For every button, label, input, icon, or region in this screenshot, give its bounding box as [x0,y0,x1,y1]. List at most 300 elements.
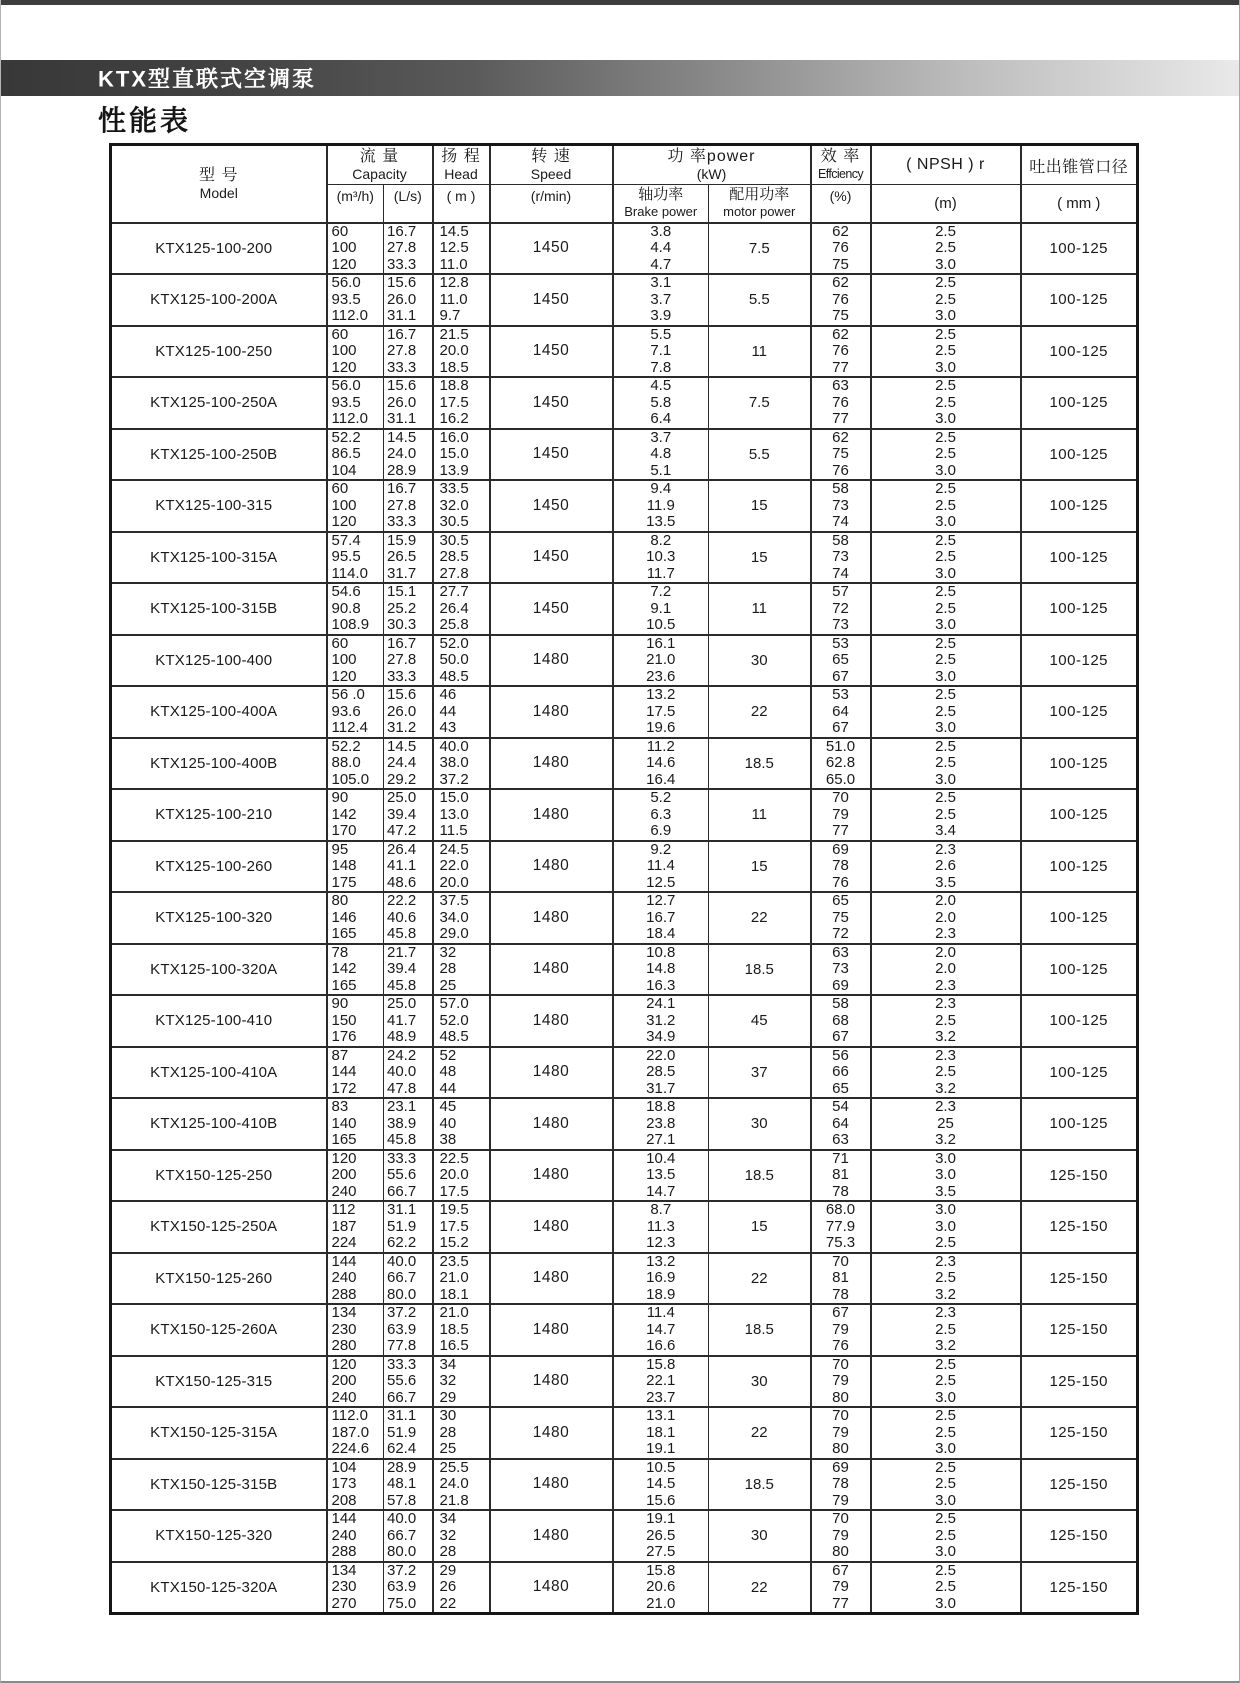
cell-line: 104 [331,1458,357,1476]
cell-model: KTX125-100-315B [111,583,327,635]
cell-line: 48.6 [387,873,417,891]
cell-line: 79 [832,1491,849,1509]
cell-line: 34 [439,1510,457,1527]
cell-line: 144 [331,1252,357,1270]
cell-line: 65 [832,651,849,668]
cell-line: 80.0 [387,1285,417,1303]
cell-outlet-diameter: 125-150 [1021,1201,1138,1253]
cell-line: 2.5 [935,1510,956,1527]
cell-brake-power [613,377,709,429]
cell-motor-power: 30 [709,1356,811,1408]
cell-line: 57.4 [331,531,361,549]
cell-line: 14.6 [646,754,676,771]
cell-npsh [871,1459,1021,1511]
cell-capacity-m3h [327,1201,384,1253]
cell-line: 2.5 [935,651,956,668]
cell-line: 29.2 [387,770,417,788]
cell-line: 81 [832,1269,849,1286]
table-row [111,686,1138,738]
cell-efficiency [811,1253,871,1305]
cell-outlet-diameter: 100-125 [1021,377,1138,429]
cell-line: 34.9 [646,1028,676,1045]
cell-line: 230 [331,1320,357,1338]
cell-line: 26.0 [387,702,417,720]
cell-head [433,789,490,841]
cell-npsh [871,274,1021,326]
cell-head [433,326,490,378]
cell-line: 3.7 [650,428,672,446]
cell-efficiency [811,944,871,996]
cell-motor-power: 22 [709,686,811,738]
cell-line: 58 [832,995,849,1012]
cell-line: 16.4 [646,770,676,788]
cell-line: 3.0 [935,358,956,376]
cell-line: 134 [331,1561,357,1579]
cell-line: 15.9 [387,531,417,549]
cell-head [433,635,490,687]
cell-line: 2.5 [935,239,956,256]
cell-line: 52.2 [331,737,361,755]
header-efficiency [811,145,871,185]
cell-line: 81 [832,1166,849,1183]
cell-line: 21.5 [439,325,469,343]
cell-model: KTX125-100-210 [111,789,327,841]
cell-line: 65.0 [825,770,856,788]
cell-capacity-m3h [327,583,384,635]
cell-line: 47.8 [387,1079,417,1097]
cell-model: KTX125-100-315A [111,532,327,584]
cell-line: 2.5 [935,599,956,617]
page-title: KTX型直联式空调泵 [98,66,317,92]
cell-line: 22.5 [439,1149,469,1167]
cell-brake-power [613,1407,709,1459]
cell-line: 8.2 [650,531,672,549]
cell-line: 86.5 [331,445,361,462]
cell-outlet-diameter: 125-150 [1021,1150,1138,1202]
cell-line: 187 [331,1217,357,1235]
cell-capacity-m3h [327,1098,384,1150]
cell-motor-power: 22 [709,1562,811,1614]
cell-line: 60 [331,325,349,343]
table-row [111,429,1138,481]
cell-line: 63 [832,943,849,961]
cell-capacity-m3h [327,1150,384,1202]
cell-npsh [871,1253,1021,1305]
cell-line: 40 [439,1114,457,1132]
cell-line: 15.8 [646,1561,676,1579]
cell-head [433,1356,490,1408]
cell-line: 52.2 [331,428,361,446]
cell-line: 79 [832,1526,849,1544]
cell-line: 24.5 [439,840,469,858]
cell-line: 18.8 [646,1098,676,1115]
cell-line: 45 [439,1098,457,1115]
cell-line: 3.7 [650,290,672,308]
cell-line: 2.5 [935,737,956,755]
cell-capacity-m3h [327,429,384,481]
cell-capacity-m3h [327,1253,384,1305]
cell-line: 150 [331,1011,357,1029]
table-body [111,223,1138,1614]
cell-capacity-ls [384,635,433,687]
cell-npsh [871,326,1021,378]
cell-line: 48 [439,1063,457,1080]
cell-npsh [871,1098,1021,1150]
cell-outlet-diameter: 125-150 [1021,1510,1138,1562]
cell-line: 14.5 [387,737,417,755]
cell-line: 2.5 [935,290,956,308]
cell-line: 11.9 [646,496,675,514]
cell-line: 2.5 [935,789,956,806]
cell-line: 25.2 [387,599,417,617]
cell-line: 3.2 [935,1285,956,1303]
cell-line: 120 [331,1149,357,1167]
cell-npsh [871,1510,1021,1562]
cell-line: 3.0 [935,719,956,736]
cell-efficiency [811,583,871,635]
cell-brake-power [613,1510,709,1562]
cell-speed: 1480 [490,841,613,893]
cell-speed: 1480 [490,1098,613,1150]
cell-line: 2.0 [935,943,956,961]
cell-line: 20.0 [439,342,469,359]
cell-npsh [871,1150,1021,1202]
table-row [111,1459,1138,1511]
cell-line: 76 [832,239,849,256]
cell-line: 200 [331,1372,357,1389]
cell-line: 2.5 [935,1561,956,1579]
header-power [613,145,811,185]
cell-line: 3.0 [935,1440,956,1457]
cell-line: 16.7 [646,908,676,926]
cell-line: 30.3 [387,616,417,633]
cell-line: 60 [331,634,349,652]
cell-line: 74 [832,513,849,530]
cell-line: 72 [832,599,849,617]
cell-motor-power: 30 [709,635,811,687]
cell-line: 2.5 [935,393,956,411]
cell-npsh [871,532,1021,584]
cell-line: 18.8 [439,377,469,394]
cell-brake-power [613,429,709,481]
cell-line: 28.5 [439,548,469,565]
cell-npsh [871,583,1021,635]
cell-line: 24.0 [387,445,417,462]
table-row [111,1407,1138,1459]
cell-line: 31.2 [387,719,417,736]
cell-line: 208 [331,1491,357,1509]
cell-line: 23.5 [439,1252,469,1270]
cell-line: 108.9 [331,616,370,633]
cell-line: 87 [331,1046,349,1064]
cell-line: 2.5 [935,1475,956,1492]
cell-line: 100 [331,651,357,668]
cell-line: 74 [832,564,849,582]
cell-line: 3.0 [935,513,956,530]
cell-brake-power [613,1304,709,1356]
cell-line: 3.2 [935,1131,956,1148]
cell-line: 2.5 [935,445,956,462]
cell-brake-power [613,274,709,326]
cell-line: 14.5 [439,222,469,240]
cell-line: 76 [832,393,849,411]
cell-line: 41.7 [387,1011,417,1029]
cell-line: 39.4 [387,960,417,977]
cell-line: 64 [832,1114,849,1132]
cell-line: 60 [331,480,349,497]
cell-line: 2.5 [935,1458,956,1476]
cell-line: 3.0 [935,307,956,324]
cell-line: 40.0 [387,1510,417,1527]
cell-line: 5.8 [650,393,672,411]
performance-table [109,143,1139,1615]
header-speed-en: Speed [530,166,572,182]
cell-speed: 1480 [490,1407,613,1459]
header-outlet [1021,145,1138,185]
cell-head [433,583,490,635]
cell-speed: 1480 [490,686,613,738]
cell-line: 2.5 [935,531,956,549]
cell-capacity-m3h [327,1047,384,1099]
cell-line: 12.5 [646,873,676,891]
cell-line: 46 [439,686,457,703]
cell-line: 55.6 [387,1166,417,1183]
cell-line: 32 [439,1526,457,1544]
cell-line: 25.8 [439,616,469,633]
cell-line: 165 [331,976,357,994]
cell-line: 67 [832,1561,849,1579]
cell-line: 51.0 [825,737,856,755]
cell-line: 33.3 [387,1355,417,1373]
cell-line: 144 [331,1063,357,1080]
cell-line: 114.0 [331,564,368,582]
cell-efficiency [811,480,871,532]
cell-line: 4.8 [650,445,672,462]
cell-line: 37.2 [387,1304,417,1321]
cell-line: 95.5 [331,548,361,565]
cell-line: 28.5 [646,1063,676,1080]
cell-capacity-ls [384,223,433,275]
cell-line: 63.9 [387,1578,417,1595]
cell-line: 15.0 [439,789,469,806]
cell-line: 2.3 [935,1304,956,1321]
cell-capacity-ls [384,1459,433,1511]
cell-line: 22.1 [646,1372,676,1389]
cell-line: 2.0 [935,960,956,977]
cell-line: 3.0 [935,461,956,479]
cell-line: 38.9 [387,1114,417,1132]
cell-outlet-diameter: 100-125 [1021,223,1138,275]
cell-line: 2.5 [935,1234,956,1251]
cell-capacity-ls [384,274,433,326]
table-row [111,274,1138,326]
cell-outlet-diameter: 100-125 [1021,1047,1138,1099]
table-row [111,841,1138,893]
cell-capacity-ls [384,738,433,790]
cell-line: 64 [832,702,849,720]
cell-line: 26.4 [387,840,417,858]
cell-model: KTX150-125-260A [111,1304,327,1356]
cell-line: 23.6 [646,667,676,685]
cell-model: KTX150-125-250A [111,1201,327,1253]
cell-line: 31.7 [387,564,417,582]
cell-line: 66 [832,1063,849,1080]
cell-line: 78 [331,943,349,961]
cell-line: 165 [331,1131,357,1148]
cell-line: 33.3 [387,513,417,530]
cell-line: 50.0 [439,651,469,668]
cell-brake-power [613,1253,709,1305]
table-row [111,1253,1138,1305]
header-unit-m3h: (m³/h) [327,185,384,223]
cell-line: 54 [832,1098,849,1115]
cell-brake-power [613,944,709,996]
table-row [111,532,1138,584]
cell-line: 7.2 [650,583,672,600]
cell-line: 13.5 [646,1166,676,1183]
cell-line: 5.1 [650,461,672,479]
cell-outlet-diameter: 100-125 [1021,274,1138,326]
cell-capacity-m3h [327,274,384,326]
cell-line: 11.0 [439,255,468,273]
cell-outlet-diameter: 125-150 [1021,1304,1138,1356]
cell-head [433,841,490,893]
cell-line: 69 [832,840,849,858]
cell-model: KTX125-100-250 [111,326,327,378]
table-row [111,1562,1138,1614]
table-row [111,1201,1138,1253]
cell-line: 27.7 [439,583,469,600]
cell-efficiency [811,1510,871,1562]
cell-capacity-ls [384,1150,433,1202]
cell-line: 93.6 [331,702,361,720]
cell-speed: 1480 [490,892,613,944]
cell-line: 11.3 [646,1217,675,1235]
cell-line: 23.7 [646,1388,676,1406]
cell-motor-power: 22 [709,1253,811,1305]
cell-efficiency [811,1150,871,1202]
cell-line: 57.8 [387,1491,417,1509]
cell-capacity-m3h [327,635,384,687]
cell-line: 37.5 [439,892,469,909]
cell-line: 15.6 [646,1491,676,1509]
cell-head [433,429,490,481]
cell-capacity-ls [384,1098,433,1150]
header-unit-head: ( m ) [433,185,490,223]
cell-speed: 1450 [490,480,613,532]
cell-line: 33.3 [387,255,417,273]
cell-efficiency [811,686,871,738]
cell-head [433,223,490,275]
cell-motor-power: 18.5 [709,1304,811,1356]
cell-capacity-ls [384,789,433,841]
cell-line: 26.5 [646,1526,676,1544]
cell-head [433,480,490,532]
cell-motor-power: 7.5 [709,377,811,429]
cell-line: 3.8 [650,222,672,240]
cell-capacity-m3h [327,1407,384,1459]
cell-line: 79 [832,1423,849,1441]
cell-brake-power [613,326,709,378]
cell-npsh [871,995,1021,1047]
cell-line: 56.0 [331,274,361,291]
cell-line: 40.0 [439,737,469,755]
cell-line: 80 [832,1388,849,1406]
cell-line: 48.5 [439,667,469,685]
cell-outlet-diameter: 100-125 [1021,1098,1138,1150]
cell-line: 7.8 [650,358,672,376]
cell-motor-power: 11 [709,789,811,841]
cell-line: 20.0 [439,873,469,891]
cell-capacity-m3h [327,1510,384,1562]
cell-line: 38 [439,1131,457,1148]
section-title: 性能表 [98,105,192,136]
cell-line: 77 [832,358,849,376]
cell-line: 75 [832,307,849,324]
cell-line: 176 [331,1028,357,1045]
table-row [111,583,1138,635]
cell-head [433,1562,490,1614]
cell-line: 31.1 [387,1201,417,1218]
cell-capacity-m3h [327,1304,384,1356]
cell-line: 165 [331,925,357,942]
table-row [111,377,1138,429]
cell-head [433,1304,490,1356]
cell-line: 15.6 [387,274,417,291]
cell-line: 80 [832,1543,849,1560]
cell-line: 69 [832,1458,849,1476]
cell-line: 62 [832,428,849,446]
cell-line: 54.6 [331,583,361,600]
cell-line: 3.0 [935,667,956,685]
cell-motor-power: 30 [709,1098,811,1150]
header-unit-npsh: (m) [871,185,1021,223]
cell-line: 76 [832,342,849,359]
cell-line: 73 [832,548,849,565]
cell-capacity-ls [384,1510,433,1562]
cell-line: 22.2 [387,892,417,909]
cell-line: 34.0 [439,908,469,926]
cell-capacity-m3h [327,1459,384,1511]
cell-line: 26.0 [387,393,417,411]
cell-head [433,1201,490,1253]
header-npsh-label: ( NPSH ) r [906,156,985,173]
cell-line: 112.0 [331,1407,368,1424]
cell-line: 62 [832,274,849,291]
cell-outlet-diameter: 100-125 [1021,789,1138,841]
cell-line: 172 [331,1079,357,1097]
cell-line: 104 [331,461,357,479]
cell-line: 58 [832,531,849,549]
cell-model: KTX125-100-320A [111,944,327,996]
cell-motor-power: 5.5 [709,429,811,481]
cell-line: 27.8 [387,342,417,359]
cell-line: 224 [331,1234,357,1251]
cell-line: 2.5 [935,1063,956,1080]
cell-line: 62.8 [825,754,856,771]
cell-line: 27.8 [387,239,417,256]
cell-model: KTX125-100-400A [111,686,327,738]
cell-line: 25 [439,976,457,994]
cell-line: 12.3 [646,1234,676,1251]
cell-line: 30 [439,1407,457,1424]
cell-head [433,892,490,944]
cell-line: 9.1 [650,599,672,617]
cell-head [433,1098,490,1150]
cell-efficiency [811,789,871,841]
cell-line: 16.7 [387,222,417,240]
cell-brake-power [613,1047,709,1099]
